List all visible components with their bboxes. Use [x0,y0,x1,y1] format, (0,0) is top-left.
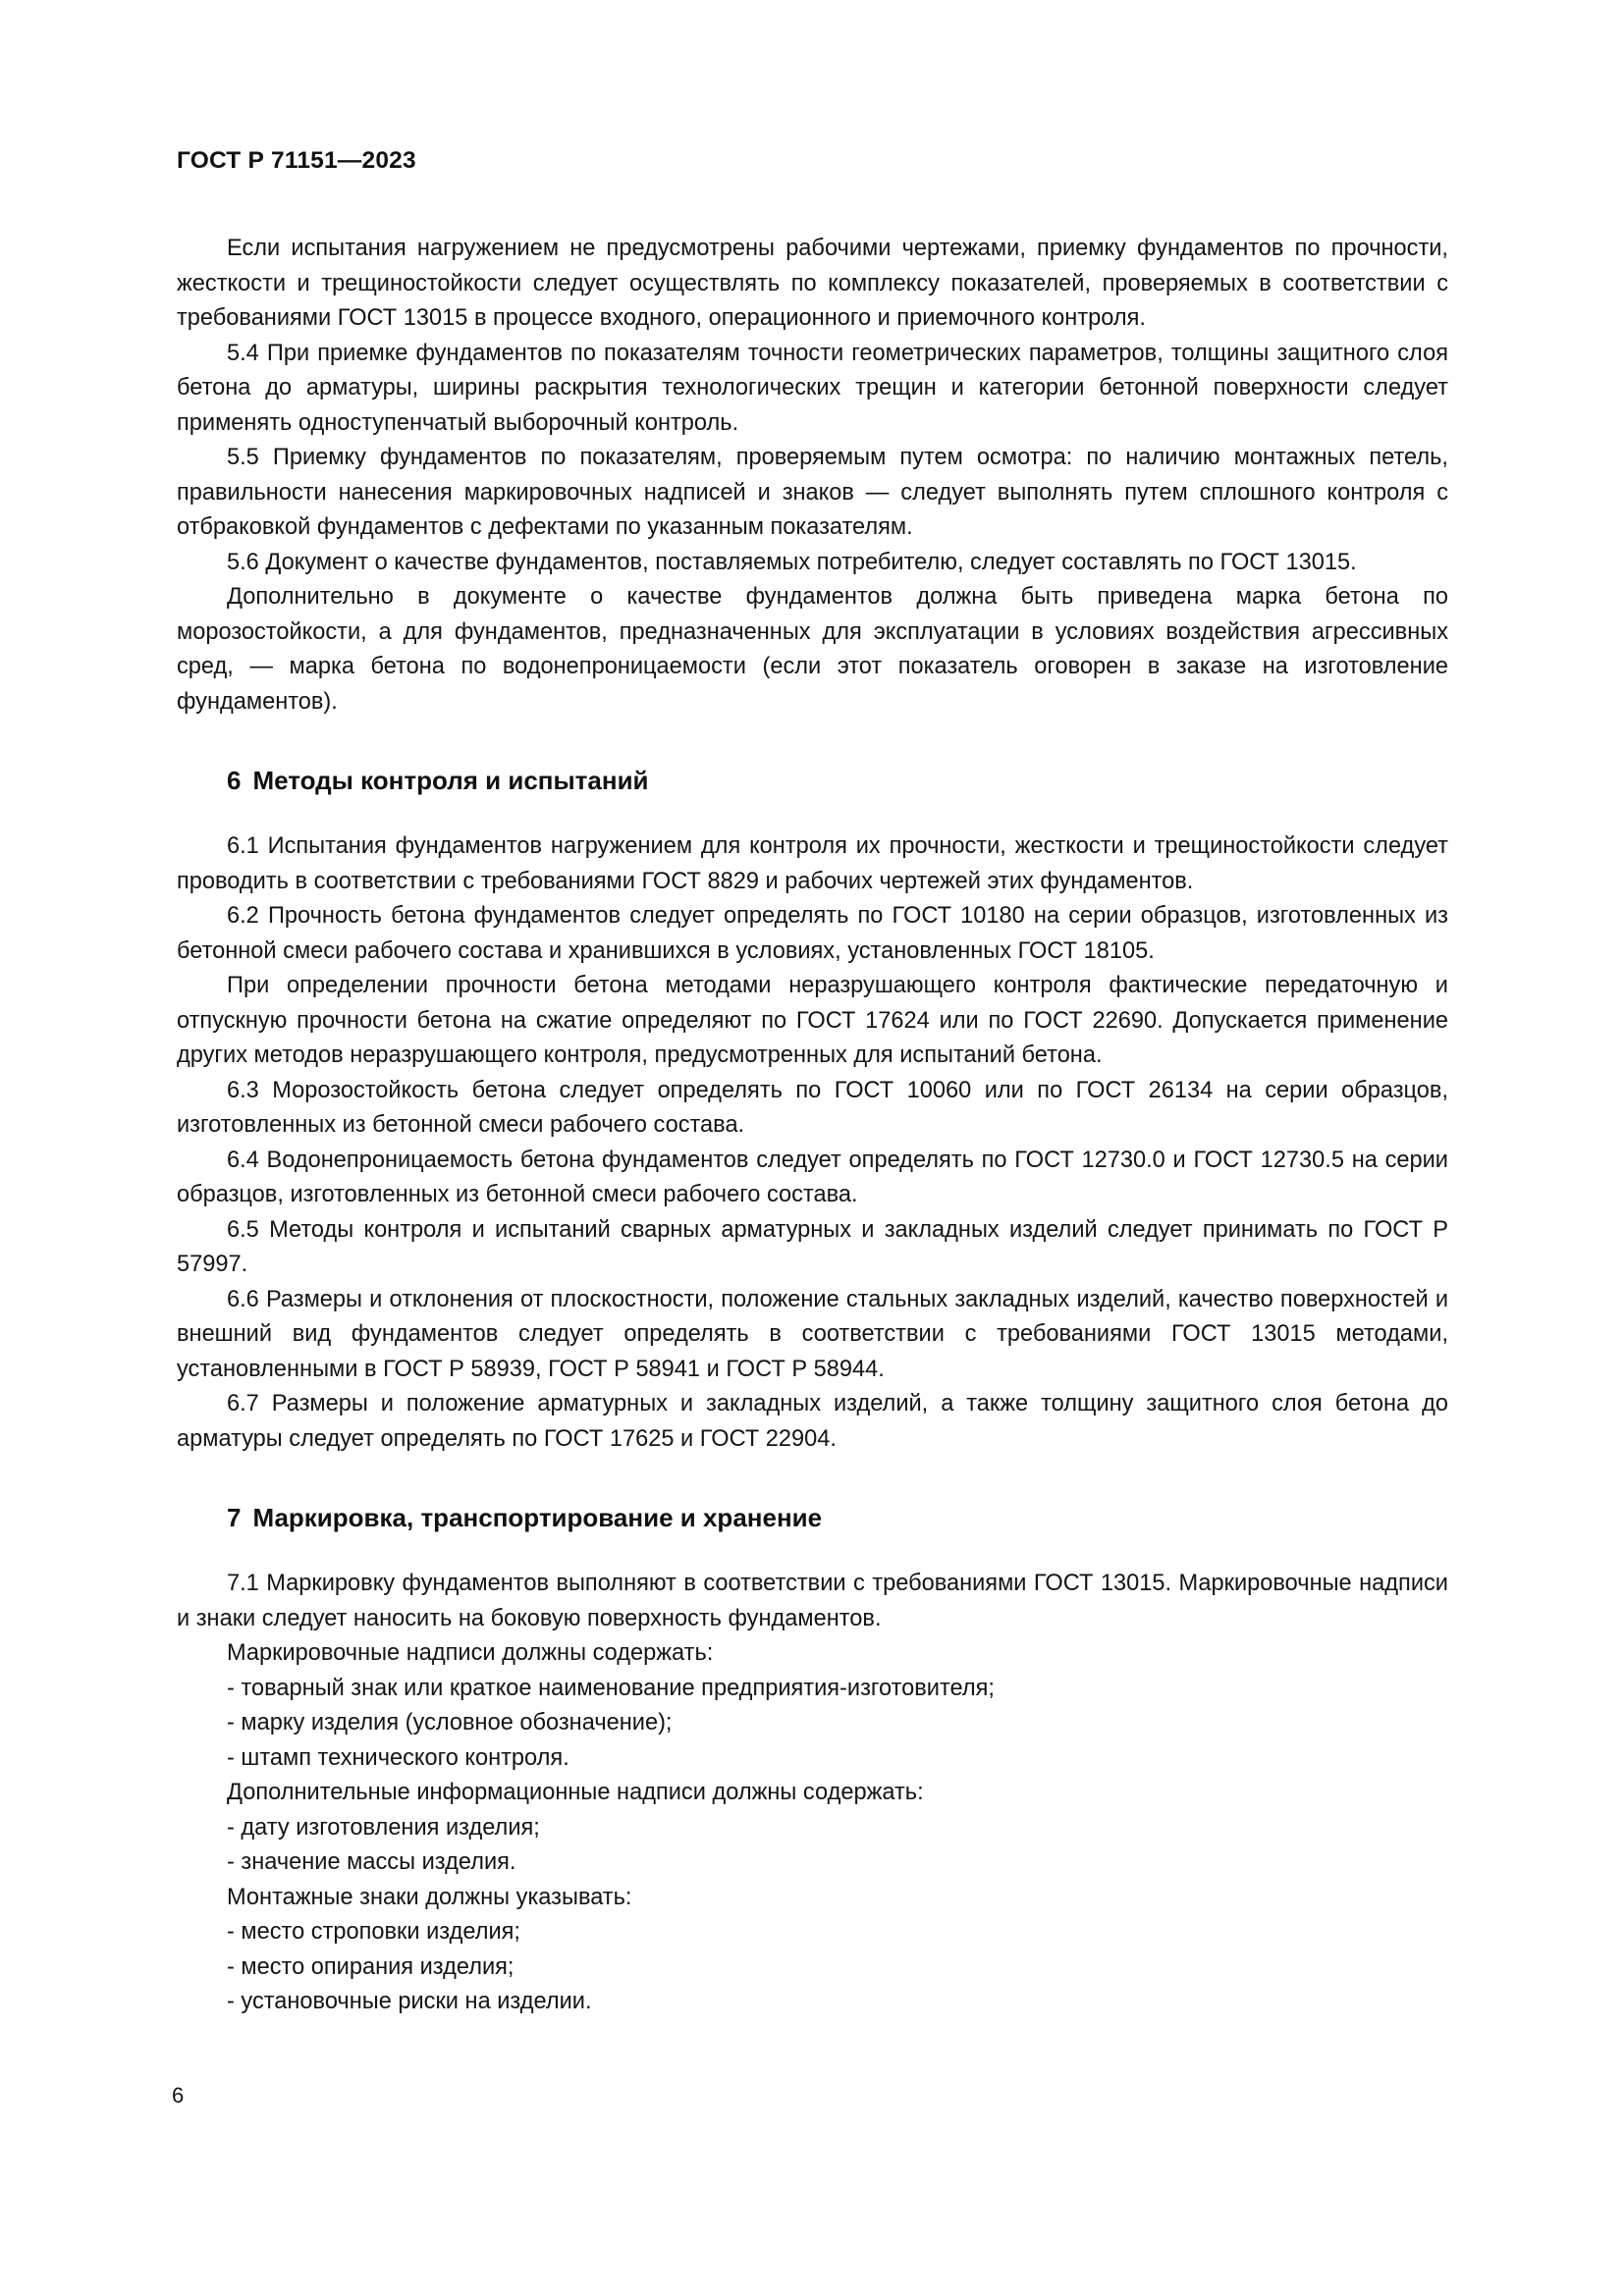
paragraph-6-4: 6.4 Водонепроницаемость бетона фундаментов следует определять по ГОСТ 12730.0 и ГОСТ 12730.5 на серии образцов, изготовленных из бетонной смеси рабочего состава. [177,1147,1448,1207]
paragraph-6-6: 6.6 Размеры и отклонения от плоскостности, положение стальных закладных изделий, качество поверхностей и внешний вид фундаментов следует определять в соответствии с требованиями ГОСТ 13015 методами, установленными в ГОСТ Р 58939, ГОСТ Р 58941 и ГОСТ Р 58944. [177,1286,1448,1382]
section-number-7: 7 [227,1503,242,1532]
section-title-7: Маркировка, транспортирование и хранение [252,1503,823,1532]
section-number-6: 6 [227,766,242,795]
list-item: - место строповки изделия; [227,1919,520,1945]
list-lead-marking: Маркировочные надписи должны содержать: [227,1640,714,1666]
paragraph-6-2: 6.2 Прочность бетона фундаментов следует определять по ГОСТ 10180 на серии образцов, изготовленных из бетонной смеси рабочего состава и хранившихся в условиях, установленных ГОСТ 18105. [177,903,1448,964]
list-item: - место опирания изделия; [227,1953,514,1980]
page-number: 6 [172,2083,185,2108]
list-item: - значение массы изделия. [227,1849,516,1875]
paragraph-6-7: 6.7 Размеры и положение арматурных и закладных изделий, а также толщину защитного слоя бетона до арматуры следует определять по ГОСТ 17625 и ГОСТ 22904. [177,1391,1448,1452]
list-item: - установочные риски на изделии. [227,1989,592,2014]
paragraph-5-5: 5.5 Приемку фундаментов по показателям, проверяемым путем осмотра: по наличию монтажных петель, правильности нанесения маркировочных надписей и знаков — следует выполнять путем сплошного контроля с отбраковкой фундаментов с дефектами по указанным показателям. [177,445,1448,540]
page-header-standard-code: ГОСТ Р 71151—2023 [177,147,416,174]
list-lead-mounting: Монтажные знаки должны указывать: [227,1884,632,1910]
paragraph-6-2-note: При определении прочности бетона методами неразрушающего контроля фактические передаточную и отпускную прочности бетона на сжатие определяют по ГОСТ 17624 или по ГОСТ 22690. Допускается применение других методов неразрушающего контроля, предусмотренных для испытаний бетона. [177,973,1448,1068]
list-item: - марку изделия (условное обозначение); [227,1710,673,1735]
paragraph-5-6-additional: Дополнительно в документе о качестве фундаментов должна быть приведена марка бетона по морозостойкости, а для фундаментов, предназначенных для эксплуатации в условиях воздействия агрессивных сред, — марка бетона по водонепроницаемости (если этот показатель оговорен в заказе на изготовление фундаментов). [177,584,1448,715]
section-heading-7 [177,1503,1448,1533]
document-body [177,232,1448,2020]
list-item: - штамп технического контроля. [227,1744,569,1771]
list-item: - дату изготовления изделия; [227,1814,540,1841]
paragraph-5-6: 5.6 Документ о качестве фундаментов, поставляемых потребителю, следует составлять по ГОСТ 13015. [227,549,1357,575]
paragraph-intro: Если испытания нагружением не предусмотрены рабочими чертежами, приемку фундаментов по прочности, жесткости и трещиностойкости следует осуществлять по комплексу показателей, проверяемых в соответствии с требованиями ГОСТ 13015 в процессе входного, операционного и приемочного контроля. [177,236,1448,331]
paragraph-5-4: 5.4 При приемке фундаментов по показателям точности геометрических параметров, толщины защитного слоя бетона до арматуры, ширины раскрытия технологических трещин и категории бетонной поверхности следует применять одноступенчатый выборочный контроль. [177,340,1448,436]
paragraph-7-1: 7.1 Маркировку фундаментов выполняют в соответствии с требованиями ГОСТ 13015. Маркировочные надписи и знаки следует наносить на боковую поверхность фундаментов. [177,1571,1448,1631]
paragraph-6-1: 6.1 Испытания фундаментов нагружением для контроля их прочности, жесткости и трещиностойкости следует проводить в соответствии с требованиями ГОСТ 8829 и рабочих чертежей этих фундаментов. [177,833,1448,894]
paragraph-6-5: 6.5 Методы контроля и испытаний сварных арматурных и закладных изделий следует принимать по ГОСТ Р 57997. [177,1216,1448,1277]
list-item: - товарный знак или краткое наименование предприятия-изготовителя; [227,1675,995,1701]
list-lead-additional: Дополнительные информационные надписи должны содержать: [227,1780,924,1805]
section-heading-6 [177,766,1448,796]
section-title-6: Методы контроля и испытаний [252,766,649,795]
paragraph-6-3: 6.3 Морозостойкость бетона следует определять по ГОСТ 10060 или по ГОСТ 26134 на серии образцов, изготовленных из бетонной смеси рабочего состава. [177,1077,1448,1138]
